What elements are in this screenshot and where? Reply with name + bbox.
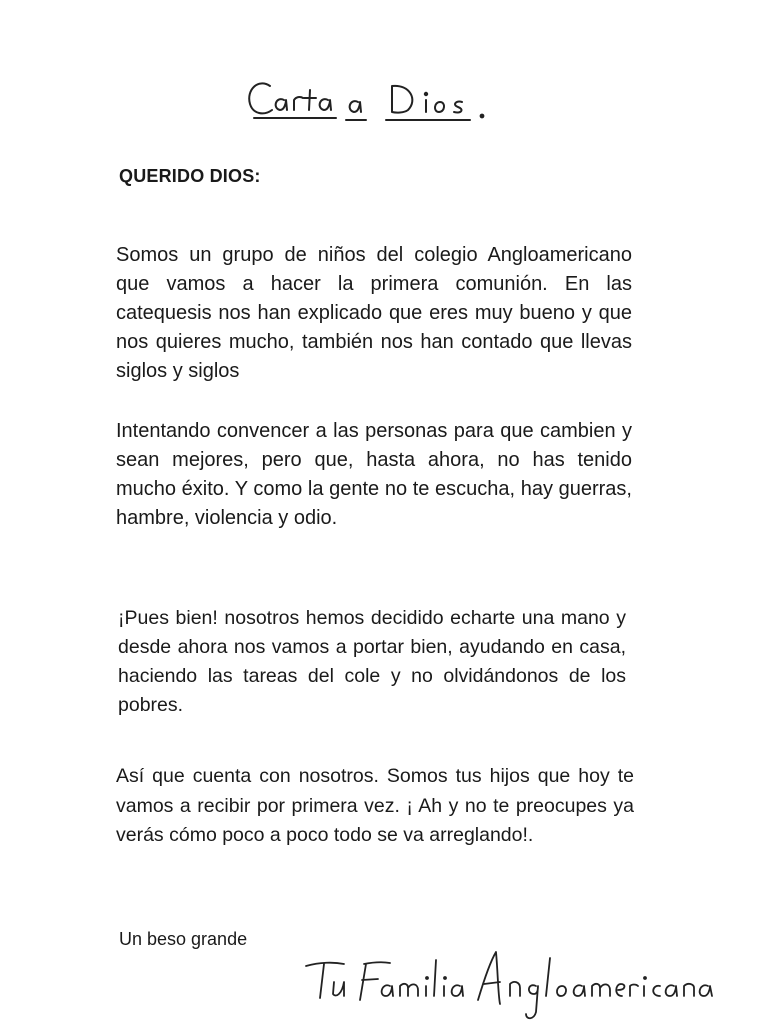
- letter-paragraph-1-continued: Intentando convencer a las personas para que cambien y sean mejores, pero que, hasta ahora, no has tenido mucho éxito. Y como la gente no te escucha, hay guerras, hambre, violencia y odio.: [116, 420, 632, 529]
- handwritten-title-drawing: [240, 72, 500, 132]
- letter-paragraph-2: ¡Pues bien! nosotros hemos decidido echarte una mano y desde ahora nos vamos a portar bien, ayudando en casa, haciendo las tareas del cole y no olvidándonos de los pobres.: [118, 607, 626, 716]
- letter-paragraph-1: Somos un grupo de niños del colegio Angloamericano que vamos a hacer la primera comunión. En las catequesis nos han explicado que eres muy bueno y que nos quieres mucho, también nos han contado que llevas siglos y siglos: [116, 244, 632, 382]
- handwritten-signature-drawing: [300, 944, 720, 1024]
- letter-paragraph-3: Así que cuenta con nosotros. Somos tus hijos que hoy te vamos a recibir por primera vez. ¡ Ah y no te preocupes ya verás cómo poco a poco todo se va arreglando!.: [116, 765, 634, 846]
- handwritten-signature: [300, 944, 720, 1024]
- handwritten-title: [240, 72, 500, 132]
- greeting-heading: QUERIDO DIOS:: [119, 166, 261, 186]
- closing-line: Un beso grande: [119, 929, 248, 949]
